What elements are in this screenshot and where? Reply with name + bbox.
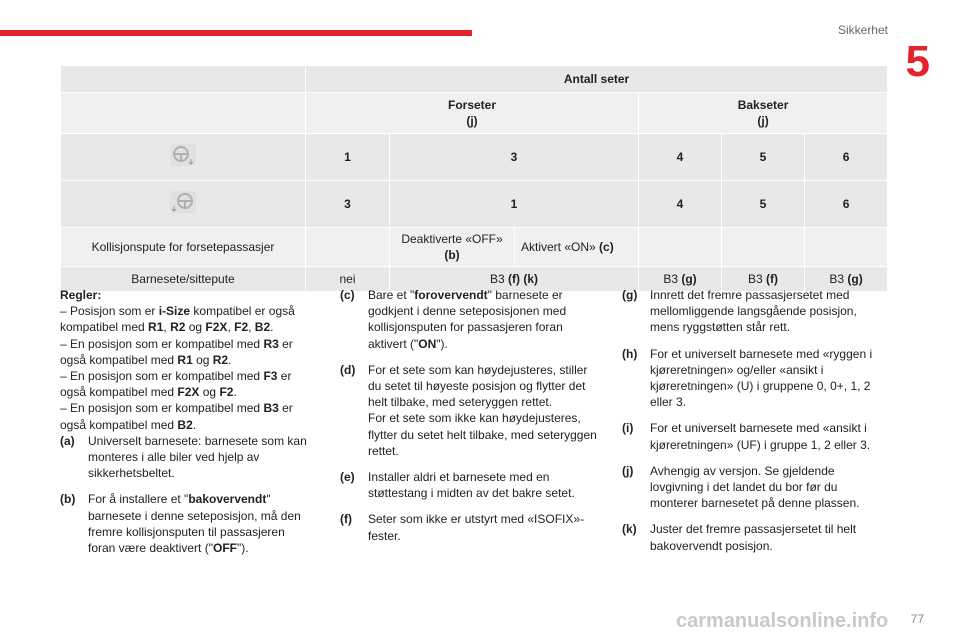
table-row <box>61 228 888 267</box>
seat-compatibility-table <box>60 65 888 292</box>
table-row: 1 3 4 5 6 <box>61 134 888 181</box>
steering-wheel-right-icon <box>61 181 306 228</box>
airbag-on-cell: Aktivert «ON» (c) <box>515 228 639 267</box>
rule-line: – Posisjon som er i-Size kompatibel er også kompatibel med R1, R2 og F2X, F2, B2. <box>60 304 295 335</box>
section-title: Sikkerhet <box>837 23 888 37</box>
note-g: (g) Innrett det fremre passasjersetet med mellomliggende langsgående posisjon, mens ryggstøtten står rett. <box>622 288 857 335</box>
note-h: (h) For et universelt barnesete med «ryggen i kjøreretningen» og/eller «ansikt i kjøreretningen» (U) i gruppene 0, 0+, 1, 2 eller 3. <box>622 346 873 410</box>
chapter-number: 5 <box>905 37 930 86</box>
note-d: (d) For et sete som kan høydejusteres, stiller du setet til høyeste posisjon og flytter det helt tilbake, med seteryggen rettet. For et sete som ikke kan høydejusteres, flytter du setet helt tilbake, med seteryggen rettet. <box>340 362 597 458</box>
rule-line: – En posisjon som er kompatibel med R3 er også kompatibel med R1 og R2. <box>60 336 293 367</box>
booster-label: Barnesete/sittepute <box>61 267 306 292</box>
notes-column-2 <box>340 287 602 554</box>
table-row: Barnesete/sittepute nei B3 (f) (k) B3 (g) B3 (f) B3 (g) <box>61 267 888 292</box>
table-header-row <box>61 66 888 93</box>
note-j: (j) Avhengig av versjon. Se gjeldende lovgivning i det landet du bor før du monterer barnesetet på denne plassen. <box>622 463 860 511</box>
header-accent-bar <box>0 30 472 36</box>
rear-seats-header: Bakseter (j) <box>639 93 888 134</box>
steering-wheel-left-icon <box>61 134 306 181</box>
note-i: (i) For et universelt barnesete med «ansikt i kjøreretningen» (UF) i gruppe 1, 2 eller 3. <box>622 421 871 452</box>
note-f: (f) Seter som ikke er utstyrt med «ISOFIX»-fester. <box>340 512 585 543</box>
rule-line: – En posisjon som er kompatibel med F3 er også kompatibel med F2X og F2. <box>60 369 292 400</box>
rules-title: Regler: <box>60 288 102 302</box>
rule-line: – En posisjon som er kompatibel med B3 er også kompatibel med B2. <box>60 401 293 432</box>
note-c: (c) Bare et "forovervendt" barnesete er godkjent i denne seteposisjonen med kollisjonsputen for passasjeren foran aktivert ("ON"). <box>340 288 567 351</box>
page-number: 77 <box>910 612 924 626</box>
front-seats-header: Forseter (j) <box>306 93 639 134</box>
note-a: (a) Universelt barnesete: barnesete som kan monteres i alle biler ved hjelp av sikkerhetsbeltet. <box>60 433 307 481</box>
note-e: (e) Installer aldri et barnesete med en støttestang i midten av det bakre setet. <box>340 470 575 501</box>
airbag-off-cell: Deaktiverte «OFF» (b) <box>390 228 515 267</box>
airbag-label: Kollisjonspute for forsetepassasjer <box>61 228 306 267</box>
note-b: (b) For å installere et "bakovervendt" barnesete i denne seteposisjon, må den fremre kollisjonsputen til passasjeren foran være deaktivert ("OFF"). <box>60 492 301 556</box>
note-k: (k) Juster det fremre passasjersetet til helt bakovervendt posisjon. <box>622 522 857 553</box>
notes-column-3 <box>622 287 887 564</box>
table-row: 3 1 4 5 6 <box>61 181 888 228</box>
watermark: carmanualsonline.info <box>676 610 889 632</box>
table-subheader-row <box>61 93 888 134</box>
seats-header: Antall seter <box>306 66 888 93</box>
notes-column-1 <box>60 287 315 566</box>
